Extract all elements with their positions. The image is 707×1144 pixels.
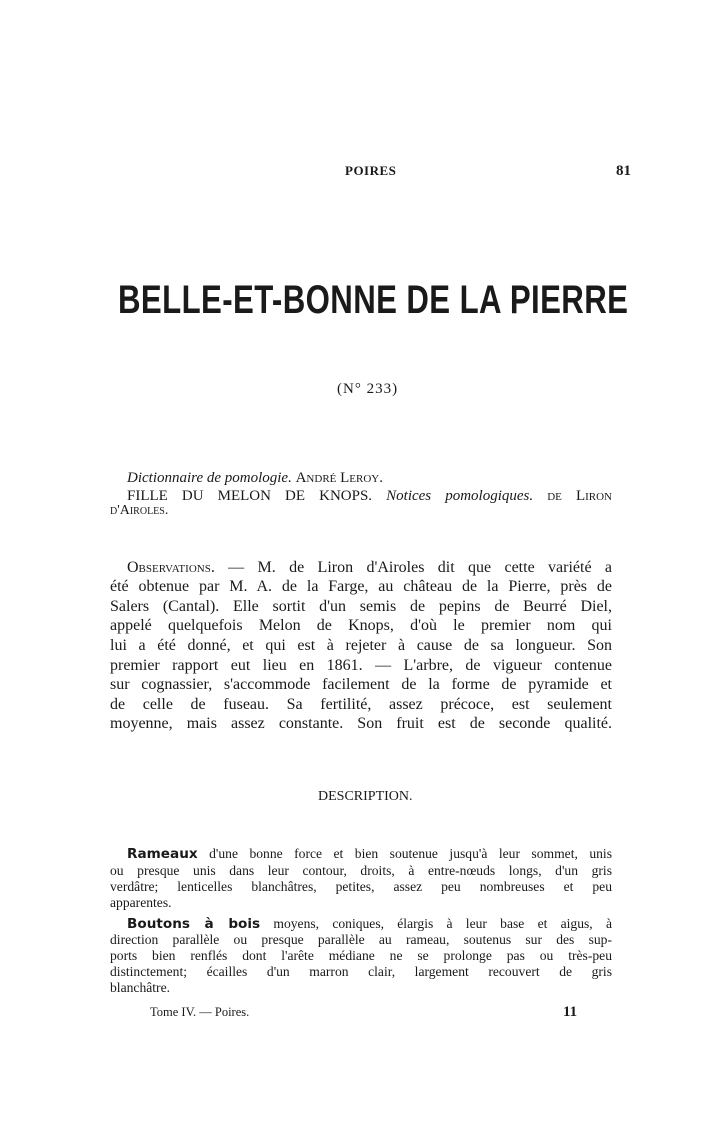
line-text: — M. de Liron d'Airoles dit que cette variété a <box>214 559 612 576</box>
text-line: moyenne, mais assez constante. Son fruit est de seconde qualité. <box>110 715 612 732</box>
reference-1 <box>127 469 383 488</box>
reference-work: Notices pomologiques. <box>386 488 534 504</box>
text-line: de celle de fuseau. Sa fertilité, assez précoce, est seulement <box>110 696 612 713</box>
text-line: lui a été donné, et qui est à rejeter à cause de sa longueur. Son <box>110 637 612 654</box>
footer-volume: Tome IV. — Poires. <box>150 1005 250 1019</box>
text-line: premier rapport eut lieu en 1861. — L'arbre, de vigueur contenue <box>110 657 612 674</box>
text-line <box>127 846 612 862</box>
reference-author: André Leroy. <box>295 470 383 486</box>
variety-number: (N° 233) <box>337 381 399 397</box>
text-line: apparentes. <box>110 895 172 910</box>
text-line: ports bien renflés dont l'arête médiane ne se prolonge pas ou très-peu <box>110 948 612 963</box>
text-line: verdâtre; lenticelles blanchâtres, petites, assez peu nombreuses et peu <box>110 879 612 894</box>
running-header: POIRES <box>345 163 397 178</box>
text-line: Salers (Cantal). Elle sortit d'un semis de pepins de Beurré Diel, <box>110 598 612 615</box>
line-text: d'une bonne force et bien soutenue jusqu'à leur sommet, unis <box>197 846 612 861</box>
description-heading: DESCRIPTION. <box>318 789 413 804</box>
boutons-label: Boutons à bois <box>127 916 261 932</box>
text-line: direction parallèle ou presque parallèle au rameau, soutenus sur des sup- <box>110 932 612 947</box>
text-line: appelé quelquefois Melon de Knops, d'où le premier nom qui <box>110 617 612 634</box>
text-line: été obtenue par M. A. de la Farge, au château de la Pierre, près de <box>110 578 612 595</box>
rameaux-label: Rameaux <box>127 846 198 862</box>
text-line <box>127 558 612 577</box>
signature-mark: 11 <box>563 1004 578 1020</box>
reference-author: de Liron <box>547 488 612 504</box>
reference-work: Dictionnaire de pomologie. <box>127 470 292 486</box>
synonym: FILLE DU MELON DE KNOPS. <box>127 488 373 504</box>
reference-author-cont: d'Airoles. <box>110 503 169 518</box>
text-line: ou presque unis dans leur contour, droits, à entre-nœuds longs, d'un gris <box>110 863 612 878</box>
text-line: sur cognassier, s'accommode facilement de la forme de pyramide et <box>110 676 612 693</box>
reference-2 <box>127 487 612 506</box>
observations-label: Observations. <box>127 559 215 576</box>
page-title: BELLE-ET-BONNE DE LA PIERRE <box>118 278 629 322</box>
line-text: moyens, coniques, élargis à leur base et aigus, à <box>260 916 612 931</box>
text-line: blanchâtre. <box>110 980 171 995</box>
text-line <box>127 916 612 932</box>
page-number: 81 <box>616 163 631 179</box>
text-line: distinctement; écailles d'un marron clair, largement recouvert de gris <box>110 964 612 979</box>
